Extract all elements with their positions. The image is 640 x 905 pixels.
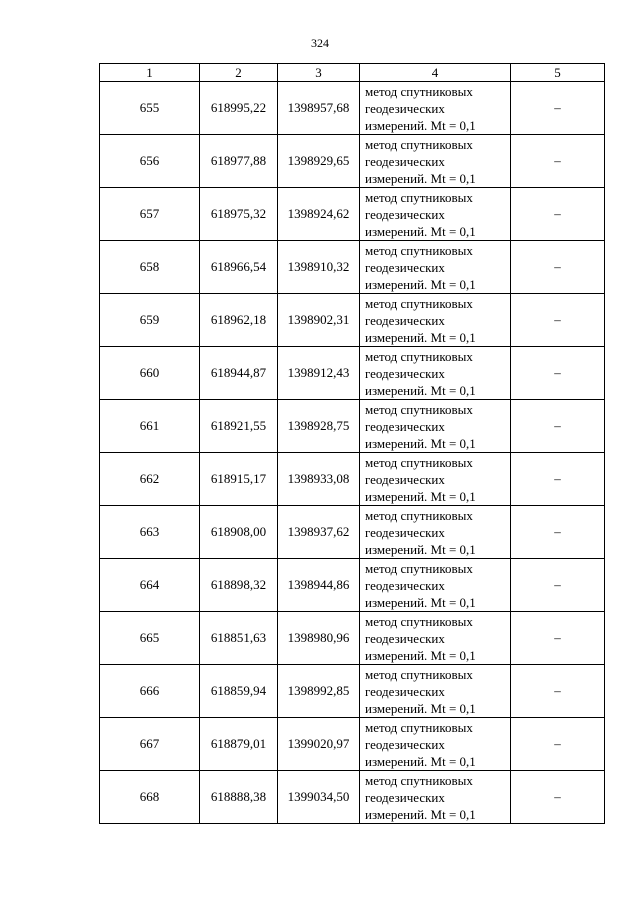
point-number-cell: 657 — [100, 188, 200, 241]
table-row — [100, 188, 605, 241]
header-row — [100, 64, 605, 82]
table-row — [100, 559, 605, 612]
x-coordinate-cell: 618975,32 — [200, 188, 278, 241]
point-number-cell: 666 — [100, 665, 200, 718]
column-header: 2 — [200, 64, 278, 82]
table-row — [100, 400, 605, 453]
x-coordinate-cell: 618851,63 — [200, 612, 278, 665]
point-number-cell: 660 — [100, 347, 200, 400]
x-coordinate-cell: 618962,18 — [200, 294, 278, 347]
x-coordinate-cell: 618908,00 — [200, 506, 278, 559]
x-coordinate-cell: 618977,88 — [200, 135, 278, 188]
table-row — [100, 294, 605, 347]
point-number-cell: 661 — [100, 400, 200, 453]
table-row — [100, 453, 605, 506]
method-cell: метод спутниковых геодезических измерений. Mt = 0,1 — [360, 347, 511, 400]
method-cell: метод спутниковых геодезических измерений. Mt = 0,1 — [360, 400, 511, 453]
table-row — [100, 135, 605, 188]
y-coordinate-cell: 1398929,65 — [278, 135, 360, 188]
method-cell: метод спутниковых геодезических измерений. Mt = 0,1 — [360, 135, 511, 188]
point-number-cell: 662 — [100, 453, 200, 506]
method-cell: метод спутниковых геодезических измерений. Mt = 0,1 — [360, 82, 511, 135]
table-row — [100, 506, 605, 559]
table-row — [100, 612, 605, 665]
note-cell: – — [511, 771, 605, 824]
x-coordinate-cell: 618921,55 — [200, 400, 278, 453]
method-cell: метод спутниковых геодезических измерений. Mt = 0,1 — [360, 665, 511, 718]
table-row — [100, 718, 605, 771]
page-number: 324 — [311, 36, 329, 50]
table-row — [100, 347, 605, 400]
y-coordinate-cell: 1398910,32 — [278, 241, 360, 294]
y-coordinate-cell: 1398937,62 — [278, 506, 360, 559]
y-coordinate-cell: 1398980,96 — [278, 612, 360, 665]
note-cell: – — [511, 559, 605, 612]
note-cell: – — [511, 188, 605, 241]
y-coordinate-cell: 1399020,97 — [278, 718, 360, 771]
y-coordinate-cell: 1398912,43 — [278, 347, 360, 400]
table-header — [100, 64, 605, 82]
note-cell: – — [511, 400, 605, 453]
table-row — [100, 82, 605, 135]
method-cell: метод спутниковых геодезических измерений. Mt = 0,1 — [360, 612, 511, 665]
note-cell: – — [511, 665, 605, 718]
table-row — [100, 771, 605, 824]
point-number-cell: 667 — [100, 718, 200, 771]
table-row — [100, 665, 605, 718]
method-cell: метод спутниковых геодезических измерений. Mt = 0,1 — [360, 771, 511, 824]
point-number-cell: 665 — [100, 612, 200, 665]
note-cell: – — [511, 612, 605, 665]
x-coordinate-cell: 618995,22 — [200, 82, 278, 135]
y-coordinate-cell: 1398933,08 — [278, 453, 360, 506]
note-cell: – — [511, 294, 605, 347]
note-cell: – — [511, 453, 605, 506]
x-coordinate-cell: 618944,87 — [200, 347, 278, 400]
method-cell: метод спутниковых геодезических измерений. Mt = 0,1 — [360, 453, 511, 506]
method-cell: метод спутниковых геодезических измерений. Mt = 0,1 — [360, 506, 511, 559]
method-cell: метод спутниковых геодезических измерений. Mt = 0,1 — [360, 188, 511, 241]
note-cell: – — [511, 82, 605, 135]
x-coordinate-cell: 618966,54 — [200, 241, 278, 294]
column-header: 5 — [511, 64, 605, 82]
point-number-cell: 656 — [100, 135, 200, 188]
y-coordinate-cell: 1399034,50 — [278, 771, 360, 824]
note-cell: – — [511, 135, 605, 188]
x-coordinate-cell: 618879,01 — [200, 718, 278, 771]
column-header: 3 — [278, 64, 360, 82]
point-number-cell: 668 — [100, 771, 200, 824]
point-number-cell: 655 — [100, 82, 200, 135]
y-coordinate-cell: 1398957,68 — [278, 82, 360, 135]
table-row — [100, 241, 605, 294]
x-coordinate-cell: 618898,32 — [200, 559, 278, 612]
y-coordinate-cell: 1398924,62 — [278, 188, 360, 241]
point-number-cell: 664 — [100, 559, 200, 612]
x-coordinate-cell: 618859,94 — [200, 665, 278, 718]
y-coordinate-cell: 1398944,86 — [278, 559, 360, 612]
note-cell: – — [511, 718, 605, 771]
y-coordinate-cell: 1398992,85 — [278, 665, 360, 718]
x-coordinate-cell: 618915,17 — [200, 453, 278, 506]
column-header: 4 — [360, 64, 511, 82]
column-header: 1 — [100, 64, 200, 82]
point-number-cell: 659 — [100, 294, 200, 347]
table-body — [100, 82, 605, 824]
method-cell: метод спутниковых геодезических измерений. Mt = 0,1 — [360, 241, 511, 294]
method-cell: метод спутниковых геодезических измерений. Mt = 0,1 — [360, 718, 511, 771]
note-cell: – — [511, 506, 605, 559]
note-cell: – — [511, 347, 605, 400]
point-number-cell: 658 — [100, 241, 200, 294]
note-cell: – — [511, 241, 605, 294]
coordinates-table — [99, 63, 605, 824]
point-number-cell: 663 — [100, 506, 200, 559]
method-cell: метод спутниковых геодезических измерений. Mt = 0,1 — [360, 559, 511, 612]
y-coordinate-cell: 1398902,31 — [278, 294, 360, 347]
x-coordinate-cell: 618888,38 — [200, 771, 278, 824]
y-coordinate-cell: 1398928,75 — [278, 400, 360, 453]
method-cell: метод спутниковых геодезических измерений. Mt = 0,1 — [360, 294, 511, 347]
